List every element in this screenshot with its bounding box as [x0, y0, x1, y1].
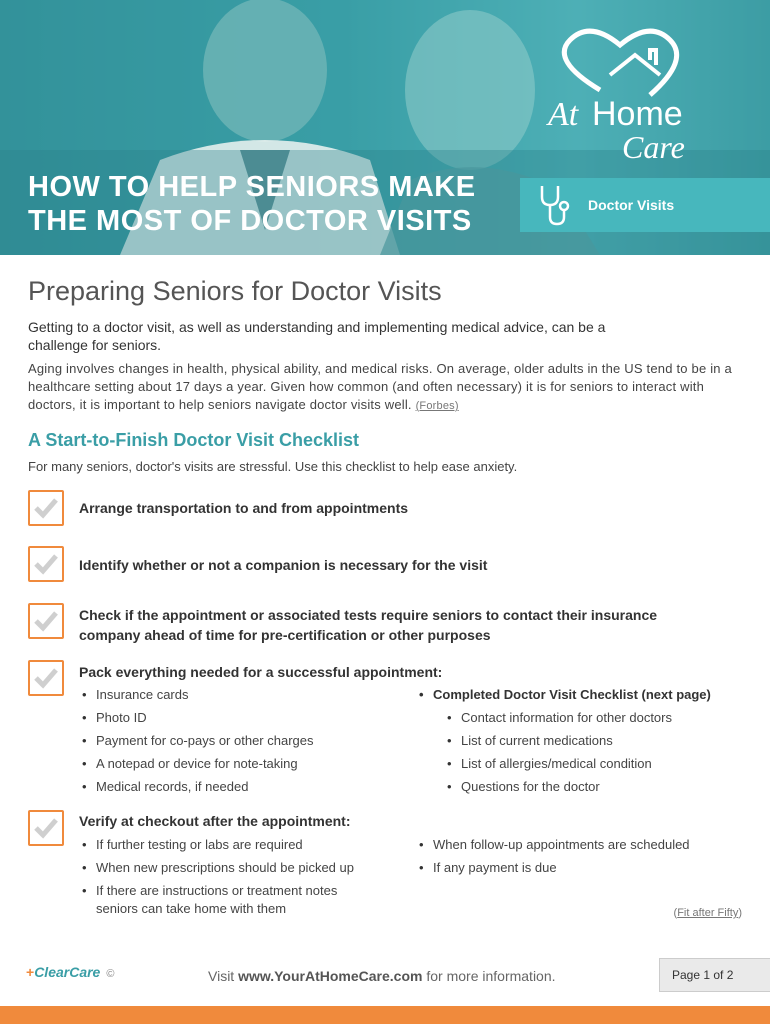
checklist-item: Identify whether or not a companion is necessary for the visit: [79, 557, 488, 573]
clearcare-logo: [26, 964, 114, 980]
title-line-2: THE MOST OF DOCTOR VISITS: [28, 205, 472, 237]
citation: (Fit after Fifty): [673, 907, 742, 919]
list-item: • If any payment is due: [417, 859, 747, 882]
checkbox-icon: [28, 490, 64, 526]
checklist-heading: A Start-to-Finish Doctor Visit Checklist: [28, 430, 360, 450]
clearcare-text: ClearCare: [34, 964, 101, 980]
bottom-accent-bar: [0, 1006, 770, 1024]
verify-list-left: [80, 836, 380, 918]
list-item: • If further testing or labs are required: [80, 836, 380, 859]
page-number: Page 1 of 2: [659, 958, 770, 992]
page-title: [28, 170, 476, 238]
checkbox-icon: [28, 810, 64, 846]
category-tag: [520, 178, 770, 232]
checklist-item: Check if the appointment or associated tests require seniors to contact their insurance company ahead of time for pre-certification or other purposes: [79, 607, 658, 643]
list-item: • List of current medications: [445, 732, 755, 755]
checkbox-icon: [28, 603, 64, 639]
pack-list-left: [80, 686, 400, 801]
category-label: Doctor Visits: [588, 197, 675, 213]
list-item: • Completed Doctor Visit Checklist (next page): [417, 686, 757, 709]
stethoscope-icon: [536, 183, 570, 227]
svg-text:Care: Care: [622, 129, 685, 165]
hero-banner: [0, 0, 770, 255]
list-item: • When new prescriptions should be picked up: [80, 859, 380, 882]
list-item: • A notepad or device for note-taking: [80, 755, 400, 778]
pack-list-right: [445, 709, 755, 801]
list-item: • If there are instructions or treatment notes seniors can take home with them: [80, 882, 380, 918]
list-item: • Questions for the doctor: [445, 778, 755, 801]
list-item: • When follow-up appointments are scheduled: [417, 836, 747, 859]
section-heading: Preparing Seniors for Doctor Visits: [28, 276, 442, 306]
plus-icon: +: [26, 964, 35, 980]
svg-text:Home: Home: [592, 95, 683, 133]
list-item: • Medical records, if needed: [80, 778, 400, 801]
checkbox-icon: [28, 660, 64, 696]
visit-suffix: for more information.: [422, 968, 556, 984]
visit-prefix: Visit: [208, 968, 239, 984]
body-paragraph: [28, 360, 743, 415]
checklist-item: Pack everything needed for a successful appointment:: [79, 664, 443, 680]
checklist-subtitle: For many seniors, doctor's visits are stressful. Use this checklist to help ease anxiety.: [28, 459, 518, 474]
forbes-link[interactable]: (Forbes): [415, 400, 459, 412]
intro-text: Getting to a doctor visit, as well as understanding and implementing medical advice, can be a challenge for seniors.: [28, 319, 606, 353]
list-item: • Payment for co-pays or other charges: [80, 732, 400, 755]
title-line-1: HOW TO HELP SENIORS MAKE: [28, 171, 476, 203]
list-item: • List of allergies/medical condition: [445, 755, 755, 778]
footer-visit-text: [208, 968, 556, 984]
athome-care-logo: [530, 20, 730, 170]
list-item: • Photo ID: [80, 709, 400, 732]
verify-list-right: [417, 836, 747, 882]
checkbox-icon: [28, 546, 64, 582]
website-link[interactable]: www.YourAtHomeCare.com: [238, 968, 423, 984]
fit-after-fifty-link[interactable]: Fit after Fifty: [677, 907, 739, 919]
paragraph-text: Aging involves changes in health, physical ability, and medical risks. On average, older adults in the US tend to be in a healthcare setting about 17 days a year. Given how common (and often necessary) it is for seniors to interact with doctors, it is important to help seniors navigate doctor visits well.: [28, 361, 732, 412]
checklist-item: Arrange transportation to and from appointments: [79, 500, 409, 516]
checklist-item: Verify at checkout after the appointment:: [79, 813, 351, 829]
list-item: • Insurance cards: [80, 686, 400, 709]
pack-list-right-header: [417, 686, 757, 709]
copyright: ©: [106, 968, 115, 980]
svg-text:At: At: [548, 96, 579, 133]
list-item: • Contact information for other doctors: [445, 709, 755, 732]
